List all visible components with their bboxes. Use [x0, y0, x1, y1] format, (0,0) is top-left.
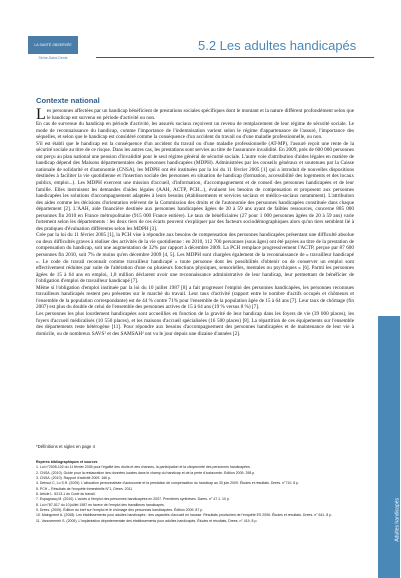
reference-item: 4. Debout C, Lo S.H. (2009). L'allocation personnalisée d'autonomie et la prestation de compensation du handicap au 30 juin 2009. Études et résultats. Drees. n°710. 8 p. [36, 481, 300, 486]
reference-item: 7. Espagnacq M. (2010). L'accès à l'emploi des personnes handicapées en 2007. Premières synthèses. Dares. n° 47.1. 10 p. [36, 497, 230, 502]
reference-item: 6. Article L. 5213-1 du Code du travail. [36, 492, 96, 497]
side-tab-label: Adultes handicapés [395, 498, 401, 542]
reference-item: 1. Loi n°2005-102 du 11 février 2005 pour l'égalité des droits et des chances, la participation et la citoyenneté des personnes handicapées. [36, 465, 251, 470]
paragraph-text: es personnes affectées par un handicap bénéficient de prestations sociales spécifiques dont le montant et la nature diffèrent profondément selon que le handicap est survenu en période d'activité ou non. [46, 108, 354, 121]
reference-item: 3. CNSA. (2010). Rapport d'activité 2009. 166 p. [36, 476, 111, 481]
reference-item: 10. Mainguené A. (2008). Les établissements pour adultes handicapés : des capacités d'accueil en hausse. Résultats provisoires de l'enquête ES 2006. Études et résultats. Drees. n° 641. 8 p. [36, 513, 333, 518]
references-title: Repères bibliographiques et sources [36, 460, 98, 464]
reference-item: 5. PCH – Résultats de l'enquête trimestrielle N°1, Drees. 2011 [36, 486, 133, 491]
reference-item: 8. Loi n°87-517 du 10 juillet 1987 en faveur de l'emploi des travailleurs handicapés. [36, 502, 165, 507]
paragraph: S'il est établi que le handicap est la conséquence d'un accident du travail ou d'une maladie professionnelle (AT-MP), l'assuré reçoit une rente de la sécurité sociale au titre de ce risque. Dans les autres cas, les prestations sont servies au titre de l'assurance invalidité. En 2009, près de 600 000 personnes ont perçu au plan national une pension d'invalidité pour le seul régime général de sécurité sociale. L'autre voie d'attribution d'aides légales en matière de handicap dépend des Maisons départementales des personnes handicapées (MDPH). Administrées par les conseils généraux et soutenues par la Caisse nationale de solidarité et d'autonomie (CNSA), les MDPH ont été instituées par la loi du 11 février 2005 [1] qui a introduit de nouvelles dispositions destinées à faciliter la vie quotidienne et l'insertion sociale des personnes en situation de handicap (formation, accessibilité des logements et des locaux publics, emploi...). Les MDPH exercent une mission d'accueil, d'information, d'accompagnement et de conseil des personnes handicapées et de leur famille. Elles instruisent les demandes d'aides légales (AAH, ACTP, PCH...), évaluent les besoins de compensation et proposent aux personnes handicapées les solutions d'accompagnement adaptées à leurs besoins (établissements et services sociaux et médico-sociaux notamment). L'attribution des aides comme les décisions d'orientation relèvent de la Commission des droits et de l'autonomie des personnes handicapées constituée dans chaque département [2]. L'AAH, aide financière destinée aux personnes handicapées âgées de 20 à 59 ans ayant de faibles ressources, concerne 885 000 personnes fin 2010 en France métropolitaine (915 000 France entière). Le taux de bénéficiaires (27 pour 1 000 personnes âgées de 20 à 59 ans) varie fortement selon les départements : les deux tiers de ces écarts peuvent s'expliquer par des facteurs sociodémographiques alors qu'un tiers semblent lié à des pratiques d'évaluation différentes selon les MDPH [3]. [36, 140, 354, 232]
logo-subtitle: Seine-Saint-Denis [38, 56, 68, 60]
logo [28, 36, 78, 68]
references [36, 460, 354, 524]
body-text [36, 108, 354, 337]
logo-box: LA SANTÉ OBSERVÉE [28, 36, 78, 54]
paragraph [36, 108, 354, 121]
reference-item: 9. Drees. (2009). Édition du bref sur l'emploi et le chômage des personnes handicapées. Édition 2009. 87 p. [36, 508, 204, 513]
reference-item: 2. CNSA. (2010). Guide pour la restauration des données locales dans le champ du handicap et de la perte d'autonomie. Edition 2009. 298 p. [36, 470, 256, 475]
paragraph: Les personnes les plus lourdement handicapées sont accueillies en fonction de la gravité de leur handicap dans les foyers de vie (39 000 places), les foyers d'accueil médicalisés (10 550 places), et les maisons d'accueil spécialisées (16 500 places) [8]. La répartition de ces équipements sur l'ensemble des départements reste hétérogène [11]. Pour répondre aux besoins d'accompagnement des personnes handicapées et de maintenance de leur vie à domicile, ou de nombreux SAVS¹ et des SAMSAH² ont vu le jour depuis une dizaine d'années [2]. [36, 310, 354, 337]
page-title: 5.2 Les adultes handicapés [198, 38, 357, 53]
paragraph: En cas de survenue du handicap en période d'activité, les assurés sociaux reçoivent un revenu de remplacement de leur régime de sécurité sociale. Le mode de reconnaissance du handicap, comme l'importance de l'indemnisation varient selon le régime d'appartenance de l'assuré, l'importance des séquelles, et selon que le handicap est considéré comme la conséquence d'un accident du travail ou d'une maladie professionnelle, ou non. [36, 121, 354, 141]
paragraph: Crée par la loi du 11 février 2005 [1], la PCH vise à répondre aux besoins de compensation des personnes handicapées présentant une difficulté absolue ou deux difficultés graves à réaliser des activités de la vie quotidienne : en 2010, 112 700 personnes (sous âges) ont été payées au titre de la prestation de compensation du handicap, soit une augmentation de 32% par rapport à décembre 2009. La PCH remplace progressivement l'ACTP, perçue par 87 600 personnes fin 2010, soit 7% de moins qu'en décembre 2009 [4, 5]. Les MDPH sont chargées également de la reconnaissance de « travailleur handicapé ». Le code du travail reconnaît comme travailleur handicapé « toute personne dont les possibilités d'obtenir ou de conserver un emploi sont effectivement réduites par suite de l'altération d'une ou plusieurs fonctions physiques, sensorielles, mentales ou psychiques » [6]. Parmi les personnes âgées de 15 à 64 ans en emploi, 1,8 million déclarent avoir une reconnaissance administrative de leur handicap, leur permettant de bénéficier de l'obligation d'emploi de travailleur handicapé [7]. [36, 232, 354, 285]
paragraph: Même si l'obligation d'emploi instituée par la loi du 10 juillet 1987 [8] a fait progresser l'emploi des personnes handicapées, les personnes reconnues travailleurs handicapés restent peu présentes sur le marché du travail. Leur taux d'activité (rapport entre le nombre d'actifs occupés et chômeurs et l'ensemble de la population correspondante) est de 44 % contre 71% pour l'ensemble de la population âgée de 15 à 64 ans [7]. Leur taux de chômage (fin 2007) est plus du double de celui de l'ensemble des personnes actives de 15 à 64 ans (19 % versus 8 %) [7]. [36, 284, 354, 311]
header-divider [96, 57, 374, 58]
dropcap: L [36, 106, 46, 123]
reference-item: 11. Vanovermeir S. (2009). L'implantation départementale des établissements pour adultes handicapés. Études et résultats. Drees. n° 419. 8 p. [36, 518, 258, 523]
definitions-note: *Définitions et sigles en page 4 [36, 444, 96, 449]
section-title: Contexte national [36, 96, 100, 105]
